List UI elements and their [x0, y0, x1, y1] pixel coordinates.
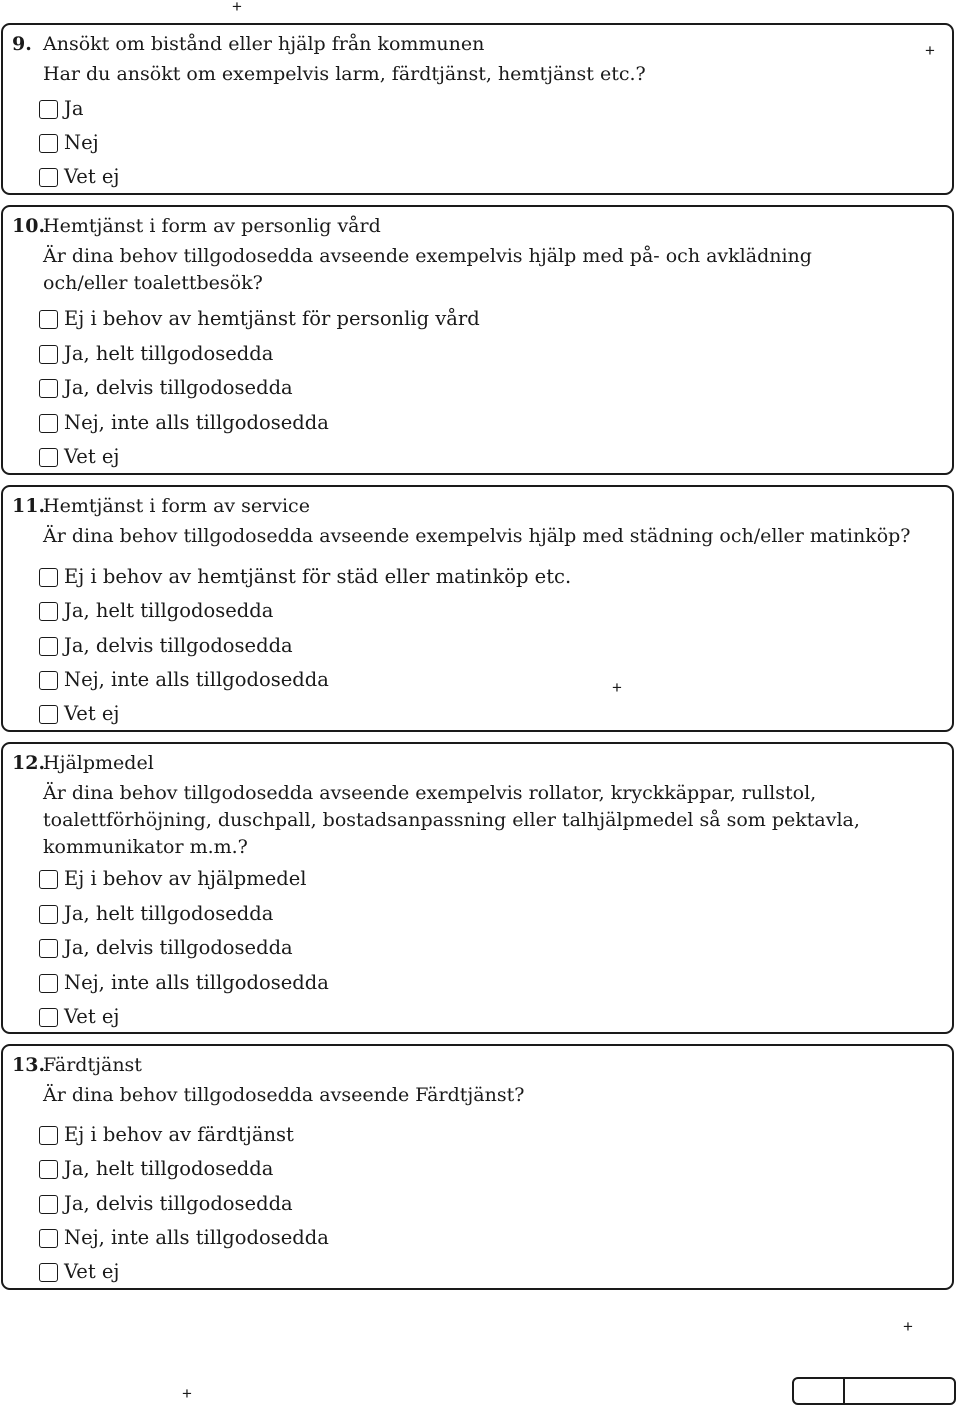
option-ja[interactable] — [39, 96, 83, 122]
checkbox[interactable] — [39, 568, 58, 587]
option-vet-ej[interactable] — [39, 164, 119, 190]
checkbox[interactable] — [39, 1008, 58, 1027]
question-number: 13. — [12, 1054, 46, 1076]
question-title: Hemtjänst i form av personlig vård — [43, 215, 381, 237]
page-code-divider — [843, 1379, 845, 1403]
option-nej-inte-alls[interactable] — [39, 667, 329, 693]
option-label: Ej i behov av hemtjänst för personlig vård — [64, 307, 480, 330]
question-10-section — [1, 205, 954, 475]
option-label: Ej i behov av färdtjänst — [64, 1123, 294, 1146]
checkbox[interactable] — [39, 168, 58, 187]
checkbox[interactable] — [39, 448, 58, 467]
question-number: 11. — [12, 495, 46, 517]
checkbox[interactable] — [39, 310, 58, 329]
checkbox[interactable] — [39, 100, 58, 119]
question-title: Hjälpmedel — [43, 752, 154, 774]
checkbox[interactable] — [39, 1195, 58, 1214]
checkbox[interactable] — [39, 870, 58, 889]
checkbox[interactable] — [39, 637, 58, 656]
option-label: Ja, helt tillgodosedda — [64, 599, 274, 622]
option-label: Ja, delvis tillgodosedda — [64, 376, 293, 399]
checkbox[interactable] — [39, 345, 58, 364]
question-text: Har du ansökt om exempelvis larm, färdtjänst, hemtjänst etc.? — [43, 63, 646, 85]
registration-mark: + — [182, 1384, 192, 1403]
checkbox[interactable] — [39, 1263, 58, 1282]
question-text: Är dina behov tillgodosedda avseende exempelvis hjälp med städning och/eller matinköp? — [43, 525, 911, 547]
option-vet-ej[interactable] — [39, 1259, 119, 1285]
option-label: Ej i behov av hjälpmedel — [64, 867, 307, 890]
checkbox[interactable] — [39, 671, 58, 690]
option-label: Nej, inte alls tillgodosedda — [64, 1226, 329, 1249]
option-label: Vet ej — [64, 165, 120, 188]
question-10-heading — [12, 215, 381, 237]
option-nej-inte-alls[interactable] — [39, 410, 329, 436]
option-ja-helt[interactable] — [39, 598, 273, 624]
question-number: 12. — [12, 752, 46, 774]
checkbox[interactable] — [39, 905, 58, 924]
option-nej-inte-alls[interactable] — [39, 1225, 329, 1251]
page-code-box — [792, 1377, 956, 1405]
option-ej-i-behov[interactable] — [39, 866, 307, 892]
registration-mark: + — [612, 678, 622, 697]
registration-mark: + — [903, 1317, 913, 1336]
option-label: Vet ej — [64, 445, 120, 468]
question-12-section — [1, 742, 954, 1034]
checkbox[interactable] — [39, 602, 58, 621]
option-nej-inte-alls[interactable] — [39, 970, 329, 996]
option-label: Ja, delvis tillgodosedda — [64, 1192, 293, 1215]
option-ej-i-behov[interactable] — [39, 306, 480, 332]
question-9-section — [1, 23, 954, 195]
question-title: Hemtjänst i form av service — [43, 495, 310, 517]
option-vet-ej[interactable] — [39, 1004, 119, 1030]
checkbox[interactable] — [39, 1126, 58, 1145]
option-label: Vet ej — [64, 702, 120, 725]
option-label: Ja, helt tillgodosedda — [64, 902, 274, 925]
question-number: 9. — [12, 33, 32, 55]
option-label: Nej — [64, 131, 99, 154]
registration-mark: + — [925, 41, 935, 60]
option-label: Ja, delvis tillgodosedda — [64, 634, 293, 657]
question-number: 10. — [12, 215, 46, 237]
checkbox[interactable] — [39, 705, 58, 724]
checkbox[interactable] — [39, 414, 58, 433]
question-title: Ansökt om bistånd eller hjälp från kommunen — [43, 33, 485, 55]
option-ej-i-behov[interactable] — [39, 1122, 294, 1148]
question-11-heading — [12, 495, 310, 517]
option-label: Nej, inte alls tillgodosedda — [64, 971, 329, 994]
option-ja-delvis[interactable] — [39, 375, 293, 401]
option-vet-ej[interactable] — [39, 701, 119, 727]
option-label: Ej i behov av hemtjänst för städ eller matinköp etc. — [64, 565, 572, 588]
option-label: Ja, delvis tillgodosedda — [64, 936, 293, 959]
option-ja-delvis[interactable] — [39, 633, 293, 659]
option-label: Ja, helt tillgodosedda — [64, 342, 274, 365]
option-label: Ja, helt tillgodosedda — [64, 1157, 274, 1180]
option-ja-helt[interactable] — [39, 341, 273, 367]
checkbox[interactable] — [39, 134, 58, 153]
question-13-heading — [12, 1054, 142, 1076]
option-ja-delvis[interactable] — [39, 935, 293, 961]
option-ja-helt[interactable] — [39, 1156, 273, 1182]
option-ja-delvis[interactable] — [39, 1191, 293, 1217]
checkbox[interactable] — [39, 939, 58, 958]
question-title: Färdtjänst — [43, 1054, 142, 1076]
question-text: Är dina behov tillgodosedda avseende Färdtjänst? — [43, 1084, 525, 1106]
option-ja-helt[interactable] — [39, 901, 273, 927]
question-text: Är dina behov tillgodosedda avseende exempelvis rollator, kryckkäppar, rullstol, toalettförhöjning, duschpall, bostadsanpassning eller talhjälpmedel så som pektavla, kommunikator m.m.? — [43, 782, 860, 858]
question-11-section — [1, 485, 954, 732]
question-12-heading — [12, 752, 154, 774]
checkbox[interactable] — [39, 974, 58, 993]
checkbox[interactable] — [39, 379, 58, 398]
option-vet-ej[interactable] — [39, 444, 119, 470]
option-nej[interactable] — [39, 130, 99, 156]
checkbox[interactable] — [39, 1160, 58, 1179]
option-label: Vet ej — [64, 1005, 120, 1028]
option-label: Nej, inte alls tillgodosedda — [64, 411, 329, 434]
question-text: Är dina behov tillgodosedda avseende exempelvis hjälp med på- och avklädning och/eller toalettbesök? — [43, 245, 812, 294]
option-label: Nej, inte alls tillgodosedda — [64, 668, 329, 691]
question-9-heading — [12, 33, 484, 55]
question-13-section — [1, 1044, 954, 1290]
registration-mark: + — [232, 0, 242, 16]
checkbox[interactable] — [39, 1229, 58, 1248]
option-label: Vet ej — [64, 1260, 120, 1283]
option-label: Ja — [64, 97, 84, 120]
option-ej-i-behov[interactable] — [39, 564, 571, 590]
